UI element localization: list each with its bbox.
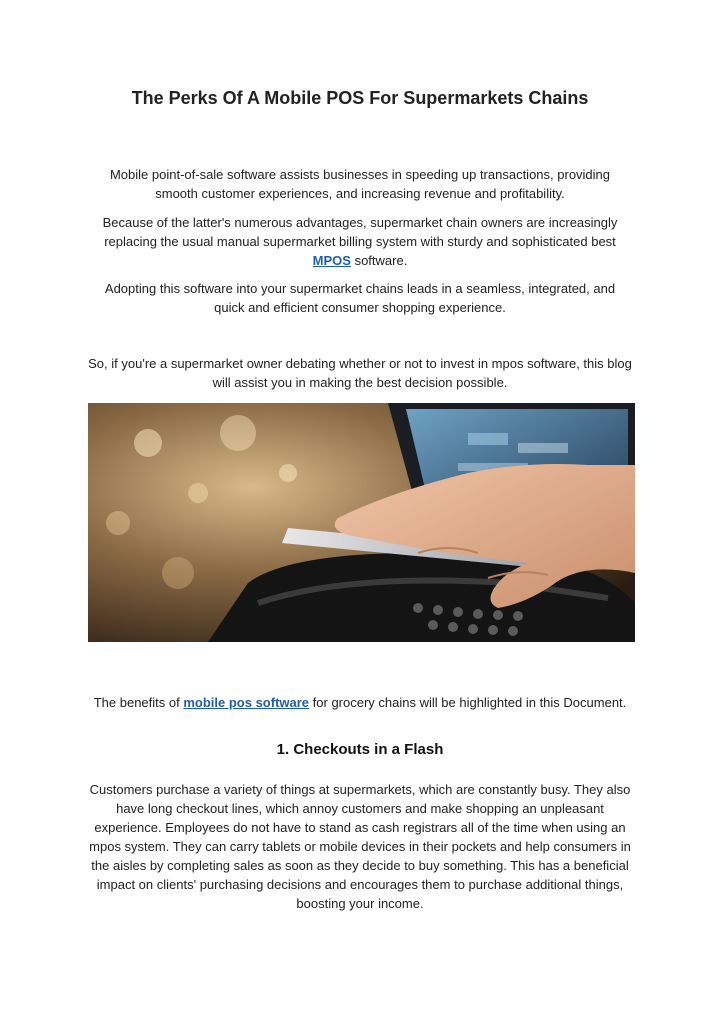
intro-paragraph-4: So, if you're a supermarket owner debating whether or not to invest in mpos software, this blog will assist you in making the best decision possible. xyxy=(88,356,632,390)
section-1-heading: 1. Checkouts in a Flash xyxy=(276,741,444,758)
intro-paragraph-1: Mobile point-of-sale software assists businesses in speeding up transactions, providing smooth customer experiences, and increasing revenue and profitability. xyxy=(109,167,611,201)
benefits-text: The benefits of xyxy=(93,695,180,710)
mobile-pos-software-link[interactable]: mobile pos software xyxy=(183,695,310,710)
section-1-body: Customers purchase a variety of things at supermarkets, which are constantly busy. They also have long checkout lines, which annoy customers and make shopping an unpleasant experience. Employees do not have to stand as cash registrars all of the time when using an mpos system. They can carry tablets or mobile devices in their pockets and help consumers in the aisles by completing sales as soon as they decide to buy something. This has a beneficial impact on clients' purchasing decisions and encourages them to purchase additional things, boosting your income. xyxy=(89,782,631,911)
intro-paragraph-2 xyxy=(88,213,632,270)
intro-paragraph-2-tail: software. xyxy=(354,253,408,268)
payment-photo-illustration xyxy=(88,403,635,642)
intro-paragraph-3: Adopting this software into your supermarket chains leads in a seamless, integrated, and quick and efficient consumer shopping experience. xyxy=(104,281,616,315)
benefits-paragraph xyxy=(88,693,632,712)
benefits-tail: for grocery chains will be highlighted in this Document. xyxy=(312,695,627,710)
payment-terminal-photo xyxy=(88,403,635,642)
intro-paragraph-2-text: Because of the latter's numerous advantages, supermarket chain owners are increasingly replacing the usual manual supermarket billing system with sturdy and sophisticated best xyxy=(102,215,618,249)
page-title: The Perks Of A Mobile POS For Supermarkets Chains xyxy=(131,88,589,108)
mpos-link[interactable]: MPOS xyxy=(312,253,351,268)
